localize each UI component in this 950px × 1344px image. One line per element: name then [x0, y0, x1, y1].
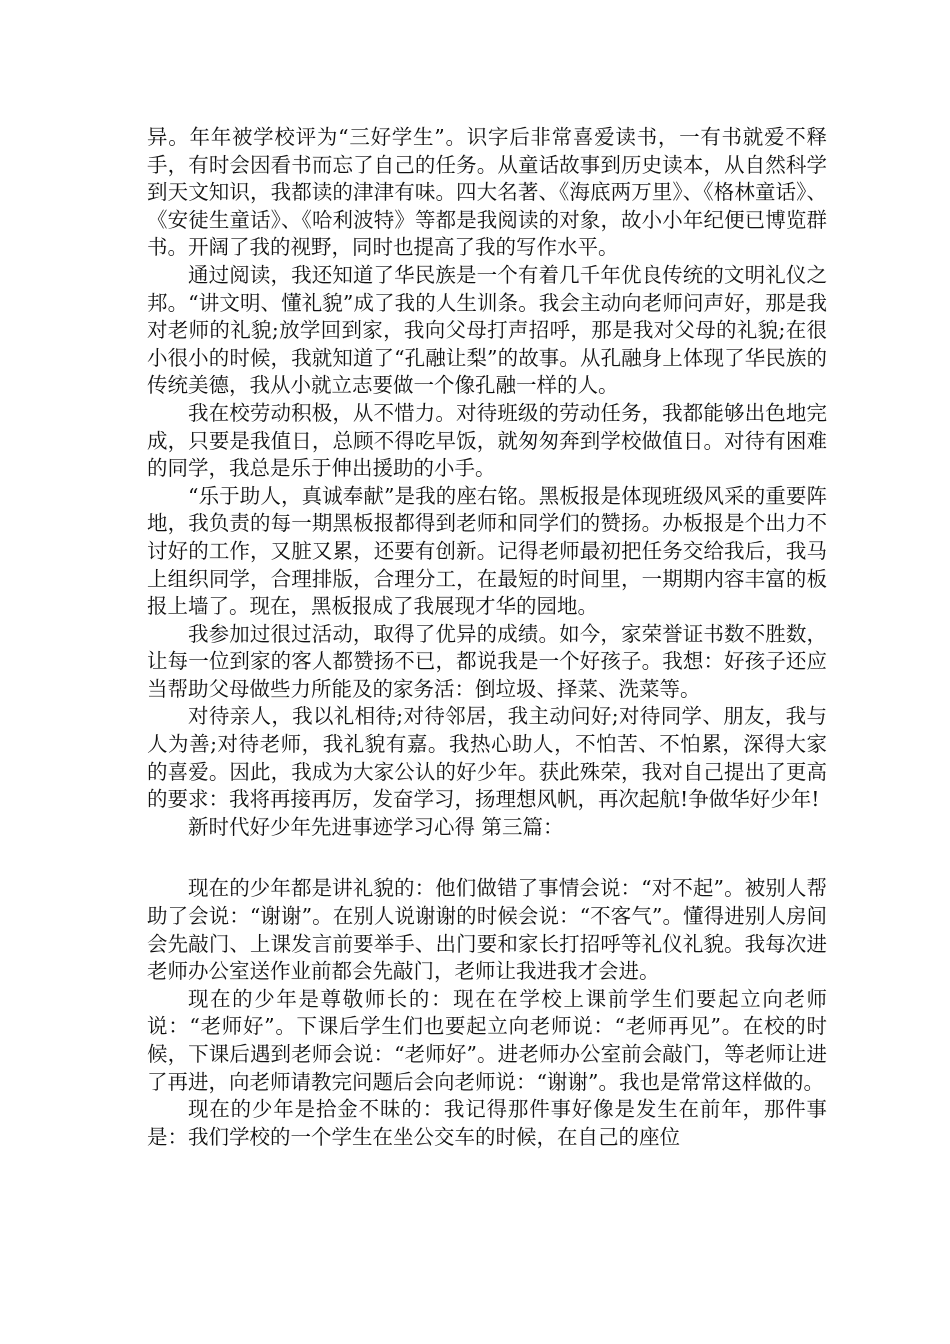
section-spacer [147, 841, 827, 875]
paragraph-9: 现在的少年是拾金不昧的：我记得那件事好像是发生在前年，那件事是：我们学校的一个学生在坐公交车的时候，在自己的座位 [147, 1097, 827, 1149]
paragraph-7: 现在的少年都是讲礼貌的：他们做错了事情会说：“对不起”。被别人帮助了会说：“谢谢”。在别人说谢谢的时候会说：“不客气”。懂得进别人房间会先敲门、上课发言前要举手、出门要和家长打招呼等礼仪礼貌。我每次进老师办公室送作业前都会先敲门，老师让我进我才会进。 [147, 876, 827, 984]
section-heading: 新时代好少年先进事迹学习心得 第三篇： [188, 814, 564, 839]
paragraph-1: 异。年年被学校评为“三好学生”。识字后非常喜爱读书，一有书就爱不释手，有时会因看书而忘了自己的任务。从童话故事到历史读本，从自然科学到天文知识，我都读的津津有味。四大名著、《海底两万里》、《格林童话》、《安徒生童话》、《哈利波特》等都是我阅读的对象，故小小年纪便已博览群书。开阔了我的视野，同时也提高了我的写作水平。 [147, 125, 827, 260]
paragraph-5: 我参加过很过活动，取得了优异的成绩。如今，家荣誉证书数不胜数，让每一位到家的客人都赞扬不已，都说我是一个好孩子。我想：好孩子还应当帮助父母做些力所能及的家务活：倒垃圾、择菜、洗菜等。 [147, 621, 827, 701]
document-body [147, 124, 827, 1151]
paragraph-8: 现在的少年是尊敬师长的：现在在学校上课前学生们要起立向老师说：“老师好”。下课后学生们也要起立向老师说：“老师再见”。在校的时候，下课后遇到老师会说：“老师好”。进老师办公室前会敲门，等老师让进了再进，向老师请教完问题后会向老师说：“谢谢”。我也是常常这样做的。 [147, 986, 827, 1094]
paragraph-2: 通过阅读，我还知道了华民族是一个有着几千年优良传统的文明礼仪之邦。“讲文明、懂礼貌”成了我的人生训条。我会主动向老师问声好，那是我对老师的礼貌;放学回到家，我向父母打声招呼，那是我对父母的礼貌;在很小很小的时候，我就知道了“孔融让梨”的故事。从孔融身上体现了华民族的传统美德，我从小就立志要做一个像孔融一样的人。 [147, 262, 827, 398]
paragraph-4: “乐于助人，真诚奉献”是我的座右铭。黑板报是体现班级风采的重要阵地，我负责的每一期黑板报都得到老师和同学们的赞扬。办板报是个出力不讨好的工作，又脏又累，还要有创新。记得老师最初把任务交给我后，我马上组织同学，合理排版，合理分工，在最短的时间里，一期期内容丰富的板报上墙了。现在，黑板报成了我展现才华的园地。 [147, 483, 827, 619]
paragraph-3: 我在校劳动积极，从不惜力。对待班级的劳动任务，我都能够出色地完成，只要是我值日，总顾不得吃早饭，就匆匆奔到学校做值日。对待有困难的同学，我总是乐于伸出援助的小手。 [147, 400, 827, 481]
paragraph-6: 对待亲人，我以礼相待;对待邻居，我主动问好;对待同学、朋友，我与人为善;对待老师，我礼貌有嘉。我热心助人，不怕苦、不怕累，深得大家的喜爱。因此，我成为大家公认的好少年。获此殊荣，我对自己提出了更高的要求：我将再接再厉，发奋学习，扬理想风帆，再次起航!争做华好少年! [147, 704, 827, 812]
